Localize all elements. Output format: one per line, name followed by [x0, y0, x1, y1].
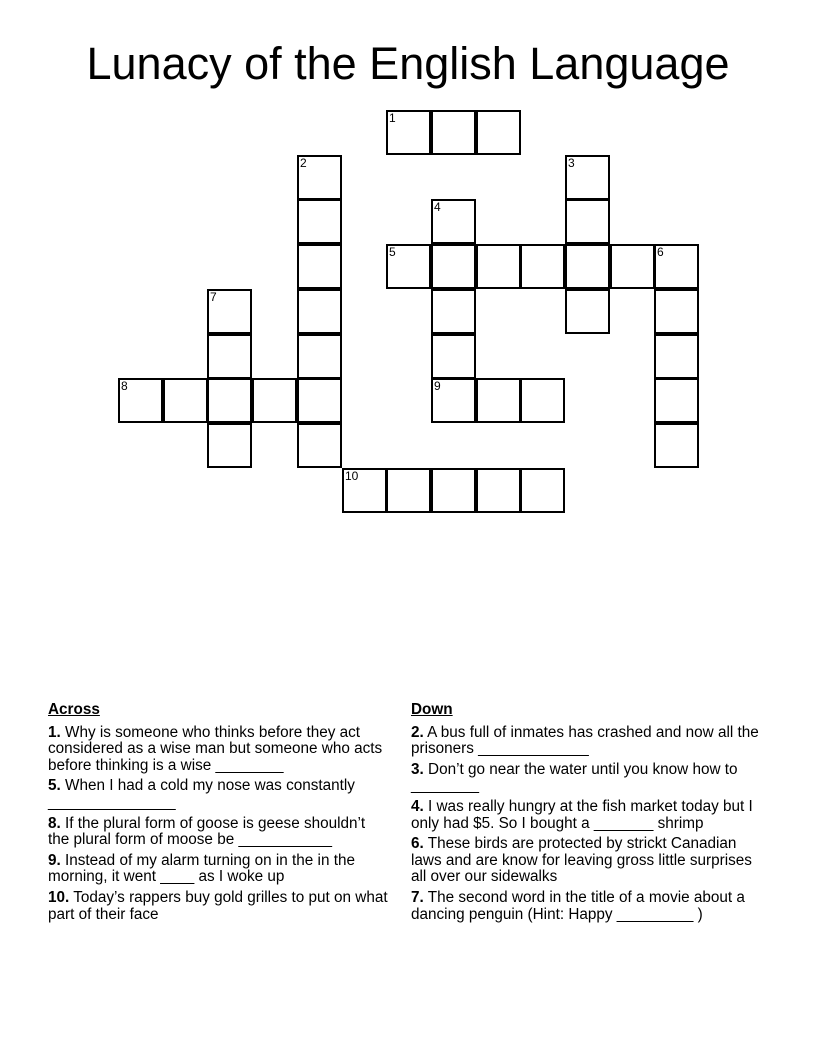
clue-text: Don’t go near the water until you know how to ________	[411, 760, 738, 795]
cell-number: 8	[121, 379, 128, 393]
clue-number: 4.	[411, 797, 424, 815]
grid-cell[interactable]	[476, 244, 521, 289]
grid-cell[interactable]	[476, 378, 521, 423]
clue-text: These birds are protected by strickt Canadian laws and are know for leaving gross little surprises all over our sidewalks	[411, 835, 752, 886]
grid-cell[interactable]	[476, 468, 521, 513]
grid-cell[interactable]	[386, 110, 431, 155]
cell-number: 4	[434, 200, 441, 214]
down-clue-6	[411, 836, 771, 886]
clue-number: 7.	[411, 888, 424, 906]
grid-cell[interactable]	[431, 289, 476, 334]
across-clue-8	[48, 816, 390, 849]
grid-cell[interactable]	[520, 244, 565, 289]
grid-cell[interactable]	[520, 378, 565, 423]
grid-cell[interactable]	[610, 244, 655, 289]
grid-cell[interactable]	[118, 378, 163, 423]
grid-cell[interactable]	[565, 155, 610, 200]
grid-cell[interactable]	[565, 244, 610, 289]
grid-cell[interactable]	[297, 199, 342, 244]
grid-cell[interactable]	[565, 289, 610, 334]
grid-cell[interactable]	[654, 423, 699, 468]
puzzle-title: Lunacy of the English Language	[86, 38, 730, 89]
clue-number: 6.	[411, 835, 424, 853]
grid-cell[interactable]	[207, 378, 252, 423]
grid-cell[interactable]	[297, 378, 342, 423]
grid-cell[interactable]	[654, 334, 699, 379]
clue-number: 5.	[48, 777, 61, 795]
clue-text: I was really hungry at the fish market today but I only had $5. So I bought a _______ shrimp	[411, 797, 753, 832]
grid-cell[interactable]	[431, 199, 476, 244]
clue-text: The second word in the title of a movie about a dancing penguin (Hint: Happy _________ )	[411, 888, 745, 923]
cell-number: 1	[389, 111, 396, 125]
cell-number: 5	[389, 245, 396, 259]
down-clue-3	[411, 762, 771, 795]
grid-cell[interactable]	[431, 468, 476, 513]
clue-number: 3.	[411, 760, 424, 778]
across-clues	[48, 702, 390, 927]
down-clue-7	[411, 890, 771, 923]
clue-text: Today’s rappers buy gold grilles to put on what part of their face	[48, 888, 388, 923]
clue-number: 8.	[48, 814, 61, 832]
grid-cell[interactable]	[654, 289, 699, 334]
down-clues	[411, 702, 771, 927]
across-heading: Across	[48, 701, 100, 718]
grid-cell[interactable]	[342, 468, 387, 513]
clue-text: If the plural form of goose is geese shouldn’t the plural form of moose be ___________	[48, 814, 366, 849]
cell-number: 7	[210, 290, 217, 304]
cell-number: 3	[568, 156, 575, 170]
across-clue-9	[48, 853, 390, 886]
grid-cell[interactable]	[207, 334, 252, 379]
cell-number: 10	[345, 469, 359, 483]
across-clue-5	[48, 778, 390, 811]
grid-cell[interactable]	[297, 155, 342, 200]
grid-cell[interactable]	[297, 289, 342, 334]
grid-cell[interactable]	[431, 334, 476, 379]
across-clue-1	[48, 725, 390, 775]
clue-number: 1.	[48, 723, 61, 741]
cell-number: 9	[434, 379, 441, 393]
grid-cell[interactable]	[297, 423, 342, 468]
grid-cell[interactable]	[163, 378, 208, 423]
grid-cell[interactable]	[207, 423, 252, 468]
cell-number: 6	[657, 245, 664, 259]
grid-cell[interactable]	[431, 378, 476, 423]
grid-cell[interactable]	[431, 110, 476, 155]
clue-text: Instead of my alarm turning on in the in the morning, it went ____ as I woke up	[48, 851, 355, 886]
across-clue-10	[48, 890, 390, 923]
clue-number: 10.	[48, 888, 70, 906]
down-clue-4	[411, 799, 771, 832]
grid-cell[interactable]	[297, 244, 342, 289]
grid-cell[interactable]	[386, 244, 431, 289]
grid-cell[interactable]	[565, 199, 610, 244]
grid-cell[interactable]	[252, 378, 297, 423]
down-heading: Down	[411, 701, 453, 718]
grid-cell[interactable]	[207, 289, 252, 334]
grid-cell[interactable]	[386, 468, 431, 513]
clue-text: Why is someone who thinks before they act considered as a wise man but someone who acts before thinking is a wise ________	[48, 723, 383, 774]
clue-number: 9.	[48, 851, 61, 869]
grid-cell[interactable]	[654, 378, 699, 423]
clue-text: When I had a cold my nose was constantly _______________	[48, 777, 355, 811]
grid-cell[interactable]	[520, 468, 565, 513]
clue-text: A bus full of inmates has crashed and now all the prisoners _____________	[411, 723, 759, 758]
clue-number: 2.	[411, 723, 424, 741]
grid-cell[interactable]	[476, 110, 521, 155]
cell-number: 2	[300, 156, 307, 170]
down-clue-2	[411, 725, 771, 758]
grid-cell[interactable]	[431, 244, 476, 289]
grid-cell[interactable]	[654, 244, 699, 289]
grid-cell[interactable]	[297, 334, 342, 379]
